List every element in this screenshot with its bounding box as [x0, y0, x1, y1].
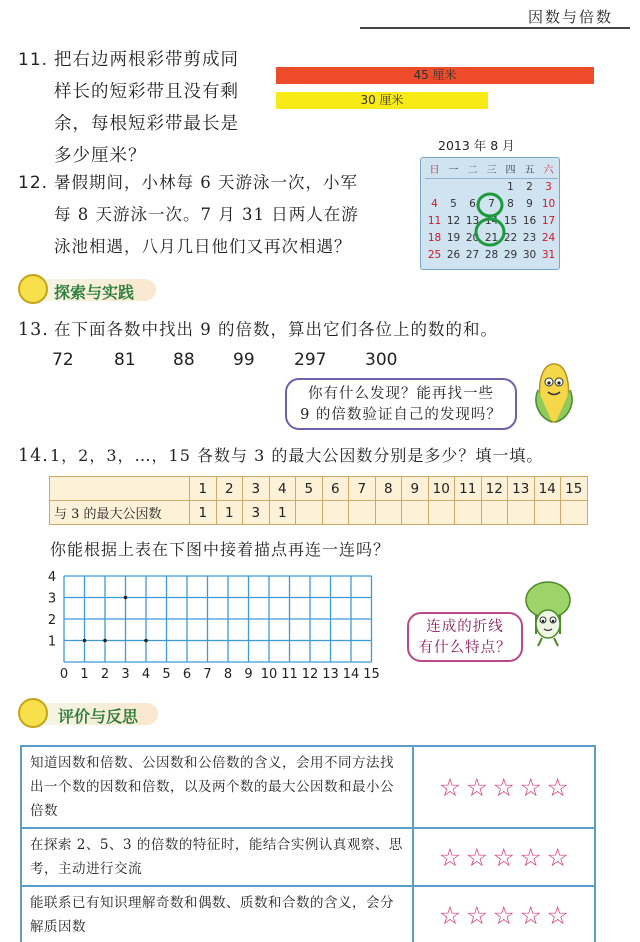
question-12-text	[54, 167, 404, 263]
gcd-table-value-row	[50, 501, 588, 525]
gcd-value-cell: 1	[216, 501, 243, 525]
star-icon[interactable]: ☆	[465, 900, 489, 930]
evaluation-row	[21, 886, 595, 942]
q13-number: 99	[233, 350, 255, 370]
speech-bubble-q13	[285, 378, 517, 430]
question-12-line: 每 8 天游泳一次。7 月 31 日两人在游	[54, 205, 359, 224]
star-icon[interactable]: ☆	[438, 772, 462, 802]
gcd-value-cell[interactable]	[349, 501, 376, 525]
star-icon[interactable]: ☆	[492, 772, 516, 802]
gcd-header-cell: 9	[402, 477, 429, 501]
calendar-day: 18	[427, 232, 442, 244]
calendar-day: 17	[541, 215, 556, 227]
question-14-number: 14.	[18, 446, 49, 466]
calendar-day	[444, 179, 463, 196]
question-12-line: 暑假期间，小林每 6 天游泳一次，小军	[54, 173, 358, 192]
gcd-header-cell: 11	[455, 477, 482, 501]
speech-bubble-q14	[407, 612, 523, 662]
calendar-day: 12	[446, 215, 461, 227]
star-icon[interactable]: ☆	[438, 900, 462, 930]
question-11-line: 样长的短彩带且没有剩	[54, 82, 239, 102]
calendar-day: 30	[522, 249, 537, 261]
evaluation-row	[21, 746, 595, 828]
cabbage-character-icon	[522, 578, 574, 648]
gcd-table-corner	[50, 477, 190, 501]
gcd-header-cell: 3	[243, 477, 270, 501]
ribbon-45: 45 厘米	[276, 67, 594, 84]
x-tick-label: 13	[322, 667, 339, 682]
bubble-line: 连成的折线	[426, 619, 504, 635]
x-tick-label: 12	[301, 667, 319, 682]
bubble-line: 9 的倍数验证自己的发现吗？	[300, 407, 502, 423]
gcd-value-cell[interactable]	[534, 501, 561, 525]
y-tick-label: 2	[47, 613, 57, 628]
calendar-day: 16	[522, 215, 537, 227]
gcd-value-cell[interactable]	[296, 501, 323, 525]
star-rating[interactable]	[413, 886, 595, 942]
question-11-line: 多少厘米？	[54, 146, 147, 166]
question-11-number: 11.	[18, 50, 49, 70]
gcd-header-cell: 6	[322, 477, 349, 501]
calendar-day: 28	[484, 249, 499, 261]
q13-number: 72	[52, 350, 74, 370]
calendar-day: 22	[503, 232, 518, 244]
x-tick-label: 11	[281, 667, 298, 682]
question-14-text: 1，2，3，…，15 各数与 3 的最大公因数分别是多少？填一填。	[50, 446, 544, 465]
calendar-day: 8	[507, 198, 514, 210]
star-icon[interactable]: ☆	[438, 842, 462, 872]
star-icon[interactable]: ☆	[519, 842, 543, 872]
calendar-eight-mark	[470, 190, 510, 248]
calendar-day: 6	[469, 198, 476, 210]
gcd-table-header-row	[50, 477, 588, 501]
q13-number: 300	[365, 350, 398, 370]
question-13-text: 在下面各数中找出 9 的倍数，算出它们各位上的数的和。	[54, 320, 498, 339]
gcd-value-cell[interactable]	[455, 501, 482, 525]
evaluation-row	[21, 828, 595, 886]
gcd-header-cell: 2	[216, 477, 243, 501]
calendar-day: 19	[446, 232, 461, 244]
gcd-header-cell: 8	[375, 477, 402, 501]
bubble-line: 你有什么发现？能再找一些	[308, 386, 494, 402]
calendar-day: 11	[427, 215, 442, 227]
section-title-reflect: 评价与反思	[58, 707, 139, 726]
x-tick-label: 2	[100, 667, 110, 682]
mascot-icon	[18, 274, 48, 304]
question-14-instruction: 你能根据上表在下图中接着描点再连一连吗？	[50, 540, 391, 559]
star-icon[interactable]: ☆	[492, 900, 516, 930]
gcd-value-cell[interactable]	[428, 501, 455, 525]
q13-number: 81	[114, 350, 136, 370]
calendar-day: 1	[507, 181, 514, 193]
x-tick-label: 4	[141, 667, 151, 682]
gcd-line-plot	[40, 566, 400, 682]
ribbon-30: 30 厘米	[276, 92, 488, 109]
gcd-value-cell[interactable]	[561, 501, 588, 525]
gcd-row-label: 与 3 的最大公因数	[50, 501, 190, 525]
gcd-value-cell[interactable]	[322, 501, 349, 525]
data-point	[83, 639, 87, 643]
gcd-value-cell[interactable]	[375, 501, 402, 525]
evaluation-text: 知道因数和倍数、公因数和公倍数的含义，会用不同方法找出一个数的因数和倍数，以及两个数的最大公因数和最小公倍数	[21, 746, 413, 828]
gcd-header-cell: 14	[534, 477, 561, 501]
x-tick-label: 0	[59, 667, 69, 682]
calendar-day: 7	[488, 198, 495, 210]
question-11	[18, 44, 48, 76]
question-11-text	[54, 44, 274, 172]
calendar-day: 24	[541, 232, 556, 244]
calendar-day: 27	[465, 249, 480, 261]
x-tick-label: 10	[260, 667, 278, 682]
header-rule	[360, 27, 630, 29]
calendar-weekday: 三	[482, 162, 501, 179]
mascot-icon	[18, 698, 48, 728]
q13-number: 88	[173, 350, 195, 370]
gcd-value-cell[interactable]	[481, 501, 508, 525]
star-icon[interactable]: ☆	[519, 900, 543, 930]
gcd-header-cell: 10	[428, 477, 455, 501]
question-11-line: 把右边两根彩带剪成同	[54, 50, 239, 70]
star-icon[interactable]: ☆	[492, 842, 516, 872]
x-tick-label: 6	[182, 667, 192, 682]
data-point	[103, 639, 107, 643]
calendar-day	[425, 179, 444, 196]
question-12-line: 泳池相遇，八月几日他们又再次相遇？	[54, 237, 352, 256]
q13-number: 297	[294, 350, 327, 370]
x-tick-label: 8	[223, 667, 233, 682]
bubble-line: 有什么特点？	[418, 640, 512, 656]
star-icon[interactable]: ☆	[465, 842, 489, 872]
star-icon[interactable]: ☆	[519, 772, 543, 802]
calendar-day: 4	[431, 198, 438, 210]
evaluation-table	[20, 745, 596, 942]
calendar-weekday: 二	[463, 162, 482, 179]
y-tick-label: 4	[47, 570, 57, 585]
x-tick-label: 7	[203, 667, 212, 682]
y-tick-label: 3	[47, 591, 57, 607]
x-tick-label: 3	[121, 667, 130, 682]
calendar-day: 29	[503, 249, 518, 261]
calendar-weekday: 一	[444, 162, 463, 179]
gcd-value-cell[interactable]	[508, 501, 535, 525]
star-icon[interactable]: ☆	[546, 842, 570, 872]
corn-character-icon	[530, 360, 578, 426]
calendar-day: 13	[465, 215, 480, 227]
x-tick-label: 14	[342, 667, 360, 682]
x-tick-label: 15	[363, 667, 380, 682]
calendar-weekday: 五	[520, 162, 539, 179]
star-rating[interactable]	[413, 746, 595, 828]
calendar-day: 15	[503, 215, 518, 227]
calendar-day: 5	[450, 198, 457, 210]
calendar-day: 3	[545, 181, 552, 193]
calendar-day: 23	[522, 232, 537, 244]
x-tick-label: 9	[244, 667, 253, 682]
gcd-value-cell: 1	[269, 501, 296, 525]
star-icon[interactable]: ☆	[465, 772, 489, 802]
question-12	[18, 167, 48, 199]
page-header-title: 因数与倍数	[528, 8, 614, 26]
gcd-value-cell[interactable]	[402, 501, 429, 525]
gcd-header-cell: 5	[296, 477, 323, 501]
calendar-weekday: 六	[539, 162, 558, 179]
star-rating[interactable]	[413, 828, 595, 886]
section-title-explore: 探索与实践	[54, 283, 135, 302]
gcd-header-cell: 15	[561, 477, 588, 501]
y-tick-label: 1	[47, 634, 57, 650]
calendar-weekday: 日	[425, 162, 444, 179]
gcd-table	[49, 476, 588, 525]
gcd-value-cell: 1	[190, 501, 217, 525]
gcd-header-cell: 13	[508, 477, 535, 501]
star-icon[interactable]: ☆	[546, 772, 570, 802]
gcd-header-cell: 12	[481, 477, 508, 501]
calendar-day: 14	[484, 215, 499, 227]
x-tick-label: 1	[80, 667, 89, 682]
question-12-number: 12.	[18, 173, 49, 193]
calendar-weekday: 四	[501, 162, 520, 179]
gcd-header-cell: 4	[269, 477, 296, 501]
calendar-day: 10	[541, 198, 556, 210]
question-13-number: 13.	[18, 320, 49, 340]
calendar-day: 20	[465, 232, 480, 244]
calendar-day: 21	[484, 232, 499, 244]
calendar-title: 2013 年 8 月	[438, 138, 515, 153]
calendar-day: 2	[526, 181, 533, 193]
x-tick-label: 5	[162, 667, 171, 682]
data-point	[144, 639, 148, 643]
calendar-day: 31	[541, 249, 556, 261]
evaluation-text: 在探索 2、5、3 的倍数的特征时，能结合实例认真观察、思考，主动进行交流	[21, 828, 413, 886]
gcd-header-cell: 1	[190, 477, 217, 501]
calendar-day: 26	[446, 249, 461, 261]
gcd-header-cell: 7	[349, 477, 376, 501]
calendar-day: 9	[526, 198, 533, 210]
question-11-line: 余，每根短彩带最长是	[54, 114, 239, 134]
calendar-day: 25	[427, 249, 442, 261]
data-point	[124, 596, 128, 600]
star-icon[interactable]: ☆	[546, 900, 570, 930]
gcd-value-cell: 3	[243, 501, 270, 525]
evaluation-text: 能联系已有知识理解奇数和偶数、质数和合数的含义，会分解质因数	[21, 886, 413, 942]
